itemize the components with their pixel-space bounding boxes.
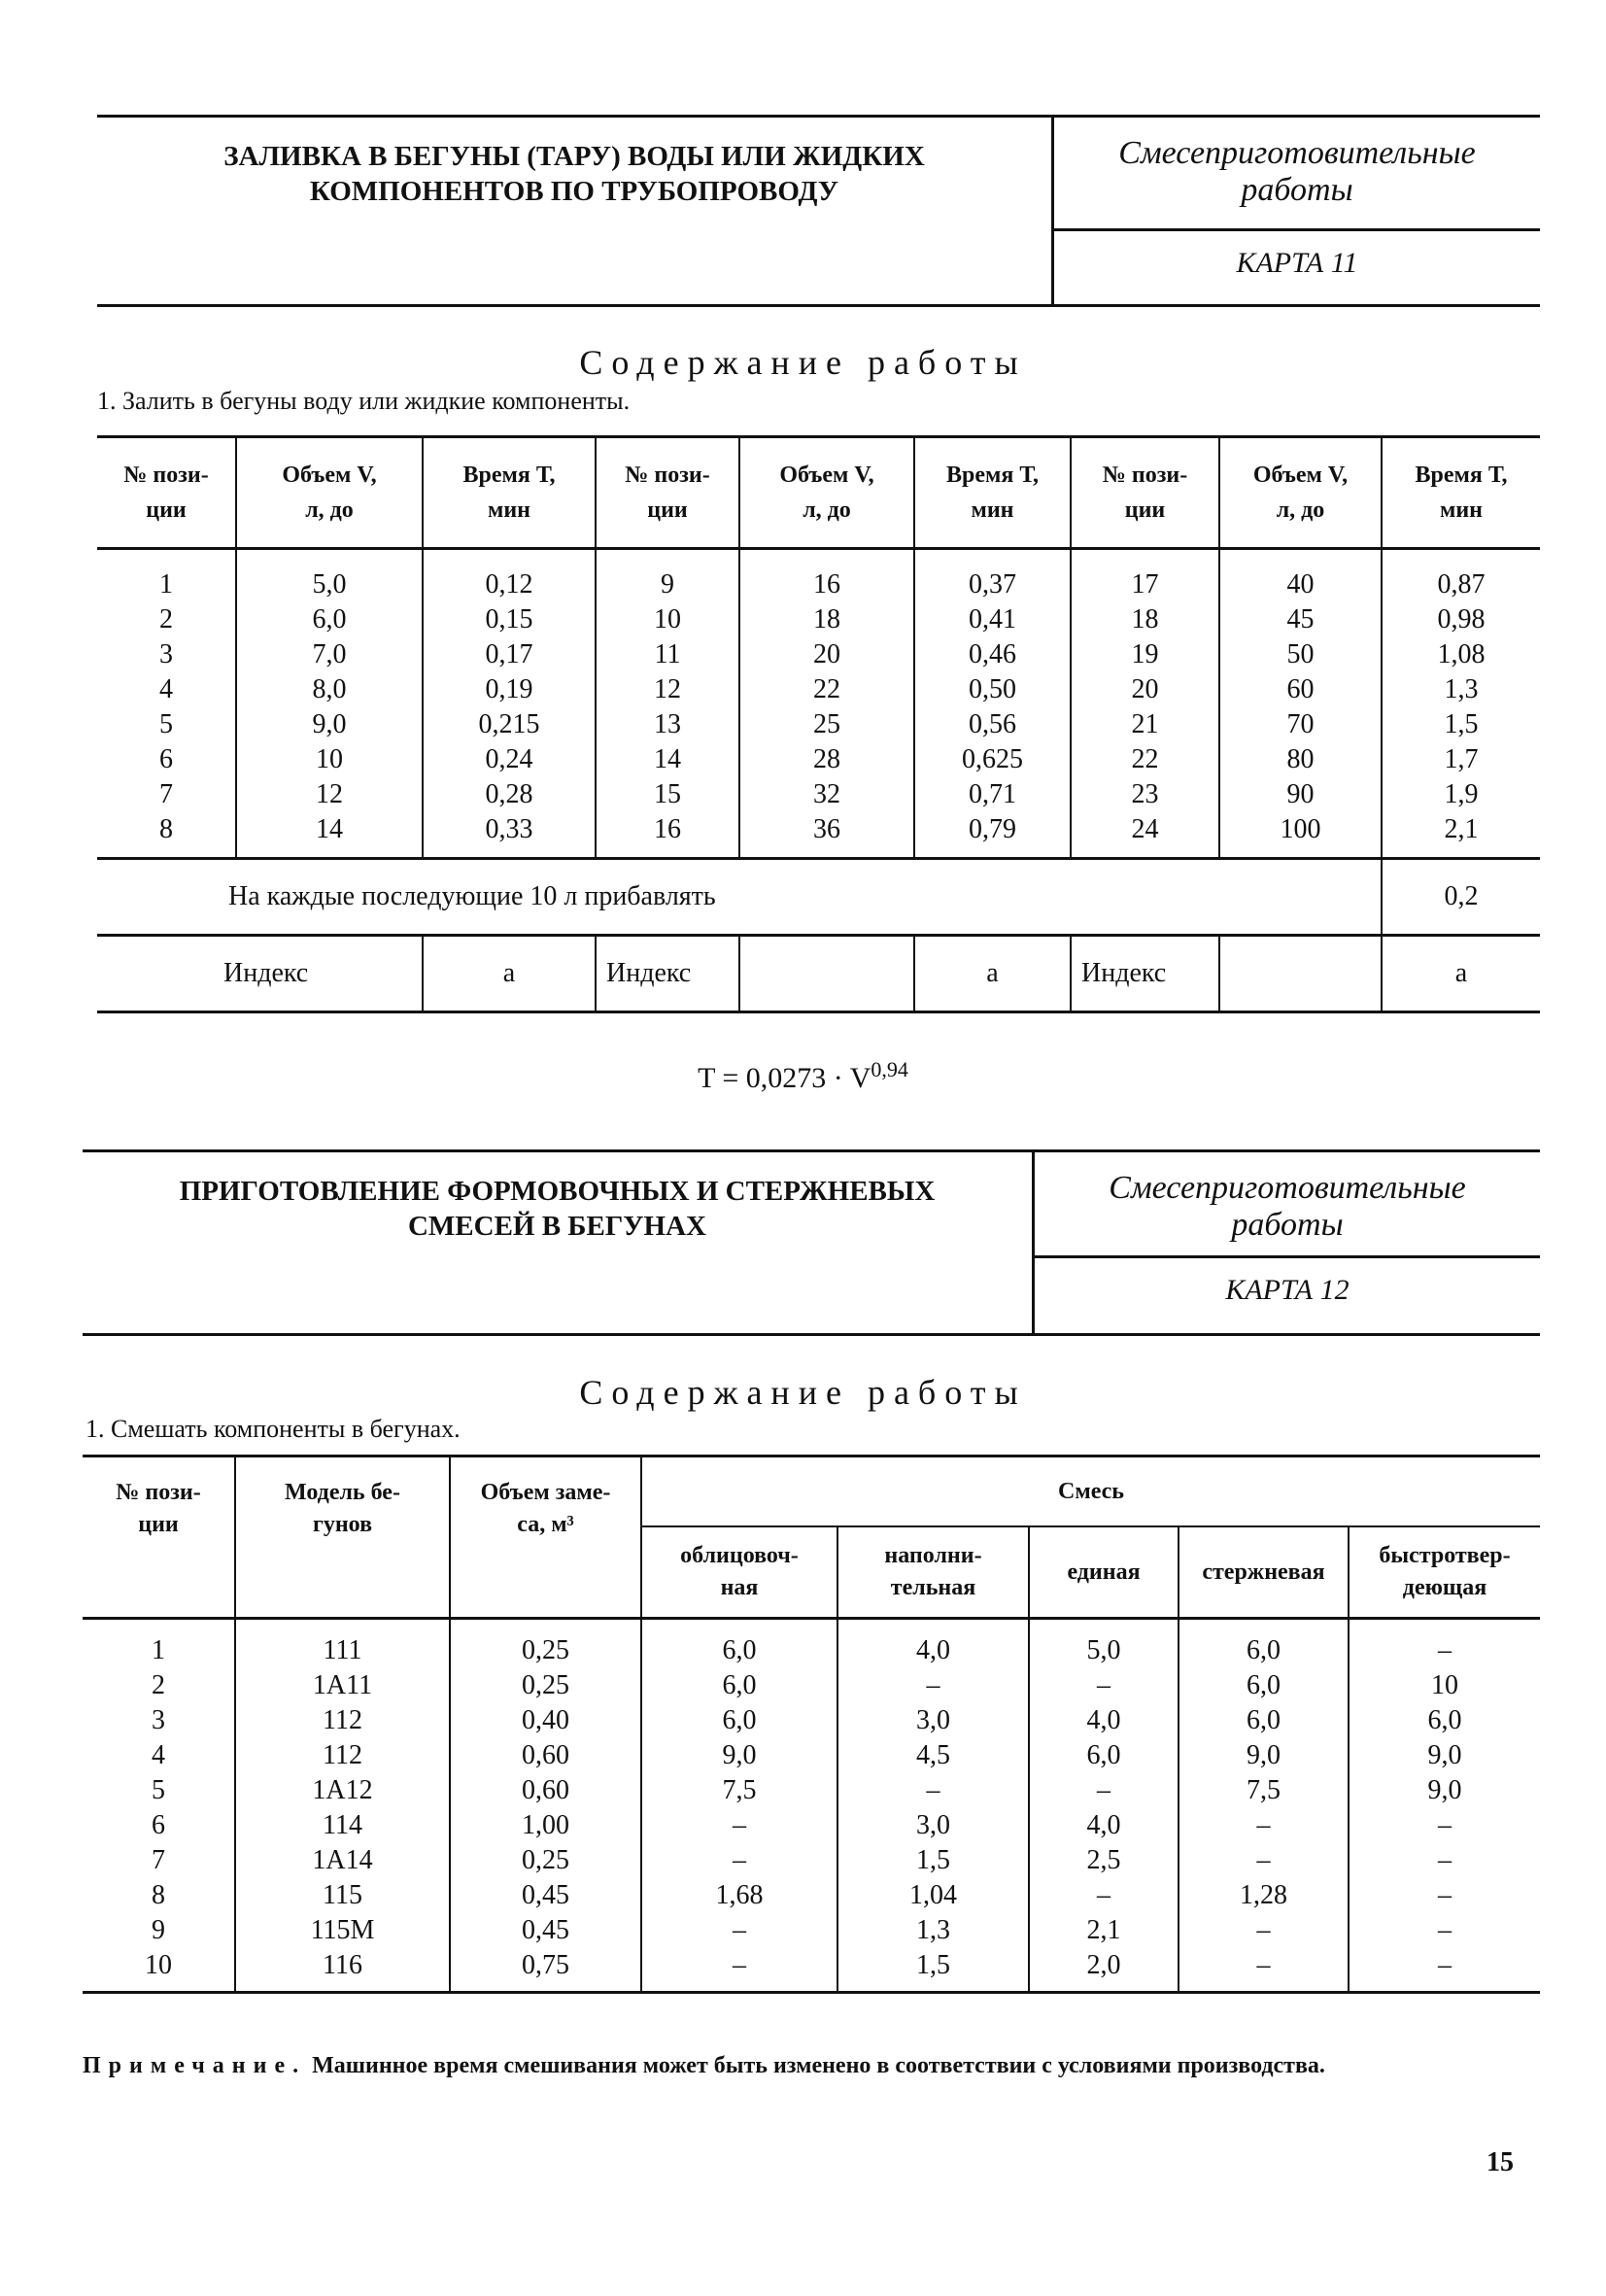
table-cell: 7,5: [1247, 1775, 1281, 1805]
card12-data-row: [83, 1619, 1540, 1993]
table-cell: 114: [323, 1810, 362, 1840]
table-cell: 5,0: [1086, 1635, 1121, 1665]
table-cell: 2,0: [1086, 1950, 1121, 1980]
table-cell: 1,00: [522, 1810, 569, 1840]
table-cell: 16: [654, 814, 681, 844]
extra-label: На каждые последующие 10 л прибавлять: [97, 859, 1382, 936]
table-cell: –: [733, 1810, 746, 1840]
table-cell: 5,0: [312, 569, 347, 600]
table-cell: 18: [813, 604, 840, 634]
card12-title: [83, 1152, 1035, 1333]
table-cell: 0,75: [522, 1950, 569, 1980]
card12-section: [1035, 1152, 1540, 1333]
table-cell: 0,87: [1437, 569, 1486, 600]
table-cell: 0,37: [969, 569, 1016, 600]
table-cell: –: [926, 1775, 940, 1805]
table-cell: –: [1256, 1845, 1271, 1875]
page-number: 15: [1486, 2147, 1514, 2177]
table-cell: 2: [152, 1670, 165, 1700]
table-cell: 9,0: [1247, 1740, 1281, 1770]
table-cell: 0,25: [522, 1845, 569, 1875]
card11-table: [97, 435, 1540, 1013]
card12-table: [83, 1455, 1540, 1994]
card11-content-title: Содержание работы: [579, 343, 1027, 382]
data-column: [739, 549, 914, 859]
col-header: № пози- ции: [97, 437, 236, 549]
col-header: Объем V, л, до: [739, 437, 914, 549]
card12-header: [83, 1149, 1540, 1336]
table-cell: 0,215: [478, 709, 540, 739]
data-column: [450, 1619, 641, 1993]
table-cell: 6: [152, 1810, 165, 1840]
table-cell: –: [1256, 1810, 1271, 1840]
table-cell: 18: [1131, 604, 1159, 634]
data-column: [837, 1619, 1029, 1993]
card12-task: 1. Смешать компоненты в бегунах.: [85, 1415, 461, 1443]
table-cell: –: [1256, 1915, 1271, 1945]
table-cell: 2: [159, 604, 173, 634]
table-cell: 115: [323, 1880, 362, 1910]
table-cell: 3: [152, 1705, 165, 1735]
table-cell: 45: [1286, 604, 1315, 634]
table-cell: 1,5: [916, 1845, 950, 1875]
table-cell: 100: [1280, 814, 1321, 844]
index-value: а: [914, 936, 1071, 1012]
table-cell: –: [1097, 1670, 1111, 1700]
data-column: [1349, 1619, 1540, 1993]
table-cell: 8: [152, 1880, 165, 1910]
table-cell: 19: [1131, 639, 1159, 669]
col-header: единая: [1029, 1526, 1179, 1619]
card11-label: КАРТА 11: [1236, 247, 1358, 279]
table-cell: 0,40: [522, 1705, 569, 1735]
table-cell: 8,0: [312, 674, 347, 704]
table-cell: 1,9: [1444, 779, 1479, 809]
table-cell: 1,68: [715, 1880, 764, 1910]
table-cell: 1,5: [1444, 709, 1479, 739]
col-header: Время Т, мин: [423, 437, 596, 549]
data-column: [596, 549, 739, 859]
table-cell: 1,3: [916, 1915, 950, 1945]
table-cell: 0,28: [485, 779, 533, 809]
table-cell: 0,56: [969, 709, 1016, 739]
table-cell: 1,08: [1437, 639, 1486, 669]
table-cell: 1,3: [1444, 674, 1479, 704]
table-cell: 0,625: [962, 744, 1023, 774]
col-header: облицовоч- ная: [641, 1526, 837, 1619]
col-header: № пози- ции: [83, 1456, 235, 1619]
table-cell: 50: [1286, 639, 1315, 669]
card12-note: [83, 2048, 1521, 2083]
table-cell: 3,0: [916, 1810, 950, 1840]
col-header: № пози- ции: [1071, 437, 1219, 549]
table-cell: –: [1438, 1950, 1452, 1980]
col-header: Объем V, л, до: [236, 437, 423, 549]
table-cell: 8: [159, 814, 173, 844]
table-cell: 0,46: [969, 639, 1016, 669]
col-header: Время Т, мин: [1382, 437, 1540, 549]
col-header: № пози- ции: [596, 437, 739, 549]
table-cell: 116: [323, 1950, 362, 1980]
table-cell: 0,33: [485, 814, 533, 844]
table-cell: 2,1: [1444, 814, 1479, 844]
card12-title-line1: ПРИГОТОВЛЕНИЕ ФОРМОВОЧНЫХ И СТЕРЖНЕВЫХ: [179, 1176, 936, 1207]
table-cell: 13: [654, 709, 681, 739]
col-header: Модель бе- гунов: [235, 1456, 450, 1619]
table-cell: –: [926, 1670, 940, 1700]
table-cell: 1,5: [916, 1950, 950, 1980]
table-cell: 0,71: [969, 779, 1016, 809]
table-cell: 17: [1131, 569, 1159, 600]
table-cell: 0,50: [969, 674, 1016, 704]
table-cell: 1: [152, 1635, 165, 1665]
table-cell: –: [1438, 1810, 1452, 1840]
col-header: наполни- тельная: [837, 1526, 1029, 1619]
table-cell: 115М: [310, 1915, 375, 1945]
table-cell: 10: [316, 744, 343, 774]
table-cell: 60: [1286, 674, 1315, 704]
data-column: [1029, 1619, 1179, 1993]
table-cell: 24: [1131, 814, 1159, 844]
table-cell: 3: [159, 639, 173, 669]
card11-header-row: [97, 437, 1540, 549]
table-cell: 6,0: [722, 1670, 757, 1700]
table-cell: 4: [159, 674, 173, 704]
card11-data-row: [97, 549, 1540, 859]
table-cell: 32: [813, 779, 840, 809]
col-header: Объем заме- са, м³: [450, 1456, 641, 1619]
table-cell: 1А11: [312, 1670, 373, 1700]
table-cell: 1,28: [1240, 1880, 1287, 1910]
card11-index-row: [97, 936, 1540, 1012]
table-cell: –: [733, 1915, 746, 1945]
table-cell: 10: [654, 604, 681, 634]
index-value: а: [1382, 936, 1540, 1012]
table-cell: 28: [813, 744, 840, 774]
table-cell: 9,0: [312, 709, 347, 739]
table-cell: 4,0: [1086, 1810, 1121, 1840]
table-cell: 6: [159, 744, 173, 774]
table-cell: 10: [145, 1950, 172, 1980]
table-cell: 16: [813, 569, 840, 600]
table-cell: 4,0: [1086, 1705, 1121, 1735]
extra-value: 0,2: [1382, 859, 1540, 936]
table-cell: 9,0: [722, 1740, 757, 1770]
table-cell: 9: [152, 1915, 165, 1945]
card11-section-name: [1054, 118, 1540, 231]
card12-header-row: [83, 1456, 1540, 1527]
index-label: Индекс: [1071, 936, 1219, 1012]
table-cell: 0,15: [485, 604, 533, 634]
table-cell: 6,0: [312, 604, 347, 634]
card11-extra-row: [97, 859, 1540, 936]
data-column: [1382, 549, 1540, 859]
card11-title-line1: ЗАЛИВКА В БЕГУНЫ (ТАРУ) ВОДЫ ИЛИ ЖИДКИХ: [223, 141, 925, 172]
index-empty: [739, 936, 914, 1012]
table-cell: 22: [813, 674, 840, 704]
data-column: [1071, 549, 1219, 859]
table-cell: 70: [1286, 709, 1315, 739]
data-column: [914, 549, 1071, 859]
table-cell: 7: [159, 779, 173, 809]
table-cell: 36: [813, 814, 840, 844]
note-text: Машинное время смешивания может быть изменено в соответствии с условиями производства.: [306, 2053, 1325, 2078]
table-cell: 0,12: [485, 569, 533, 600]
table-cell: 112: [323, 1705, 362, 1735]
table-cell: 12: [654, 674, 681, 704]
index-value: а: [423, 936, 596, 1012]
table-cell: –: [1438, 1880, 1452, 1910]
table-cell: 0,41: [969, 604, 1016, 634]
table-cell: 6,0: [1247, 1635, 1281, 1665]
table-cell: –: [1438, 1915, 1452, 1945]
table-cell: 15: [654, 779, 681, 809]
table-cell: –: [1256, 1950, 1271, 1980]
formula-main: T = 0,0273 · V: [698, 1062, 871, 1094]
table-cell: 6,0: [1086, 1740, 1121, 1770]
table-cell: 0,25: [522, 1670, 569, 1700]
data-column: [235, 1619, 450, 1993]
table-cell: 4: [152, 1740, 165, 1770]
table-cell: 0,98: [1437, 604, 1486, 634]
data-column: [1219, 549, 1382, 859]
table-cell: 2,1: [1086, 1915, 1121, 1945]
table-cell: 0,24: [485, 744, 533, 774]
table-cell: 9,0: [1427, 1740, 1462, 1770]
data-column: [423, 549, 596, 859]
table-cell: 80: [1286, 744, 1315, 774]
table-cell: 0,60: [522, 1740, 569, 1770]
table-cell: 22: [1131, 744, 1159, 774]
table-cell: –: [1097, 1775, 1111, 1805]
table-cell: 25: [813, 709, 840, 739]
data-column: [641, 1619, 837, 1993]
col-header: стержневая: [1179, 1526, 1349, 1619]
table-cell: 0,79: [969, 814, 1016, 844]
table-cell: 7,0: [312, 639, 347, 669]
table-cell: 90: [1286, 779, 1315, 809]
table-cell: –: [1438, 1635, 1452, 1665]
card12-label: КАРТА 12: [1225, 1274, 1350, 1306]
table-cell: 3,0: [916, 1705, 950, 1735]
table-cell: 1А14: [312, 1845, 373, 1875]
table-cell: 10: [1431, 1670, 1458, 1700]
table-cell: 0,17: [485, 639, 533, 669]
table-cell: 2,5: [1086, 1845, 1121, 1875]
table-cell: 4,0: [916, 1635, 950, 1665]
card12-section-line1: Смесеприготовительные: [1109, 1170, 1466, 1206]
card11-section: [1054, 118, 1540, 304]
card11-task: 1. Залить в бегуны воду или жидкие компоненты.: [97, 387, 631, 415]
table-cell: 14: [316, 814, 343, 844]
table-cell: –: [733, 1950, 746, 1980]
table-cell: 0,45: [522, 1880, 569, 1910]
table-cell: 6,0: [1427, 1705, 1462, 1735]
card11-formula: [0, 1057, 1606, 1095]
table-cell: 6,0: [722, 1705, 757, 1735]
table-cell: 20: [1131, 674, 1159, 704]
table-cell: 7,5: [722, 1775, 757, 1805]
table-cell: 23: [1131, 779, 1159, 809]
table-cell: 14: [654, 744, 681, 774]
table-cell: 7: [152, 1845, 165, 1875]
card11-title: [97, 118, 1054, 304]
note-prefix: Примечание.: [83, 2053, 307, 2078]
table-cell: 0,60: [522, 1775, 569, 1805]
data-column: [83, 1619, 235, 1993]
table-cell: 5: [159, 709, 173, 739]
table-cell: 1: [159, 569, 173, 600]
table-cell: 12: [316, 779, 343, 809]
table-cell: 11: [654, 639, 681, 669]
col-header: Объем V, л, до: [1219, 437, 1382, 549]
table-cell: –: [1097, 1880, 1111, 1910]
table-cell: 112: [323, 1740, 362, 1770]
card11-section-line1: Смесеприготовительные: [1118, 135, 1476, 171]
table-cell: 0,45: [522, 1915, 569, 1945]
card11-title-line2: КОМПОНЕНТОВ ПО ТРУБОПРОВОДУ: [309, 176, 839, 207]
table-cell: 1,7: [1444, 744, 1479, 774]
card12-title-line2: СМЕСЕЙ В БЕГУНАХ: [407, 1211, 707, 1242]
data-column: [236, 549, 423, 859]
table-cell: 9,0: [1427, 1775, 1462, 1805]
table-cell: 0,19: [485, 674, 533, 704]
col-header-mix: Смесь: [641, 1456, 1540, 1527]
card12-section-name: [1035, 1152, 1540, 1258]
card12-section-line2: работы: [1231, 1207, 1344, 1243]
index-label: Индекс: [596, 936, 739, 1012]
index-label: Индекс: [97, 936, 423, 1012]
col-header: быстротвер- деющая: [1349, 1526, 1540, 1619]
table-cell: –: [733, 1845, 746, 1875]
table-cell: 6,0: [722, 1635, 757, 1665]
table-cell: 4,5: [916, 1740, 950, 1770]
table-cell: 111: [323, 1635, 362, 1665]
card11-header: [97, 115, 1540, 307]
index-empty: [1219, 936, 1382, 1012]
data-column: [97, 549, 236, 859]
table-cell: 5: [152, 1775, 165, 1805]
table-cell: 9: [661, 569, 674, 600]
card11-section-line2: работы: [1241, 172, 1353, 208]
card12-content-title: Содержание работы: [579, 1373, 1027, 1412]
table-cell: 0,25: [522, 1635, 569, 1665]
col-header: Время Т, мин: [914, 437, 1071, 549]
table-cell: 20: [813, 639, 840, 669]
table-cell: 1А12: [312, 1775, 373, 1805]
data-column: [1179, 1619, 1349, 1993]
table-cell: 40: [1286, 569, 1315, 600]
table-cell: 6,0: [1247, 1705, 1281, 1735]
table-cell: 1,04: [909, 1880, 957, 1910]
table-cell: –: [1438, 1845, 1452, 1875]
table-cell: 6,0: [1247, 1670, 1281, 1700]
formula-exponent: 0,94: [871, 1057, 908, 1081]
table-cell: 21: [1131, 709, 1159, 739]
